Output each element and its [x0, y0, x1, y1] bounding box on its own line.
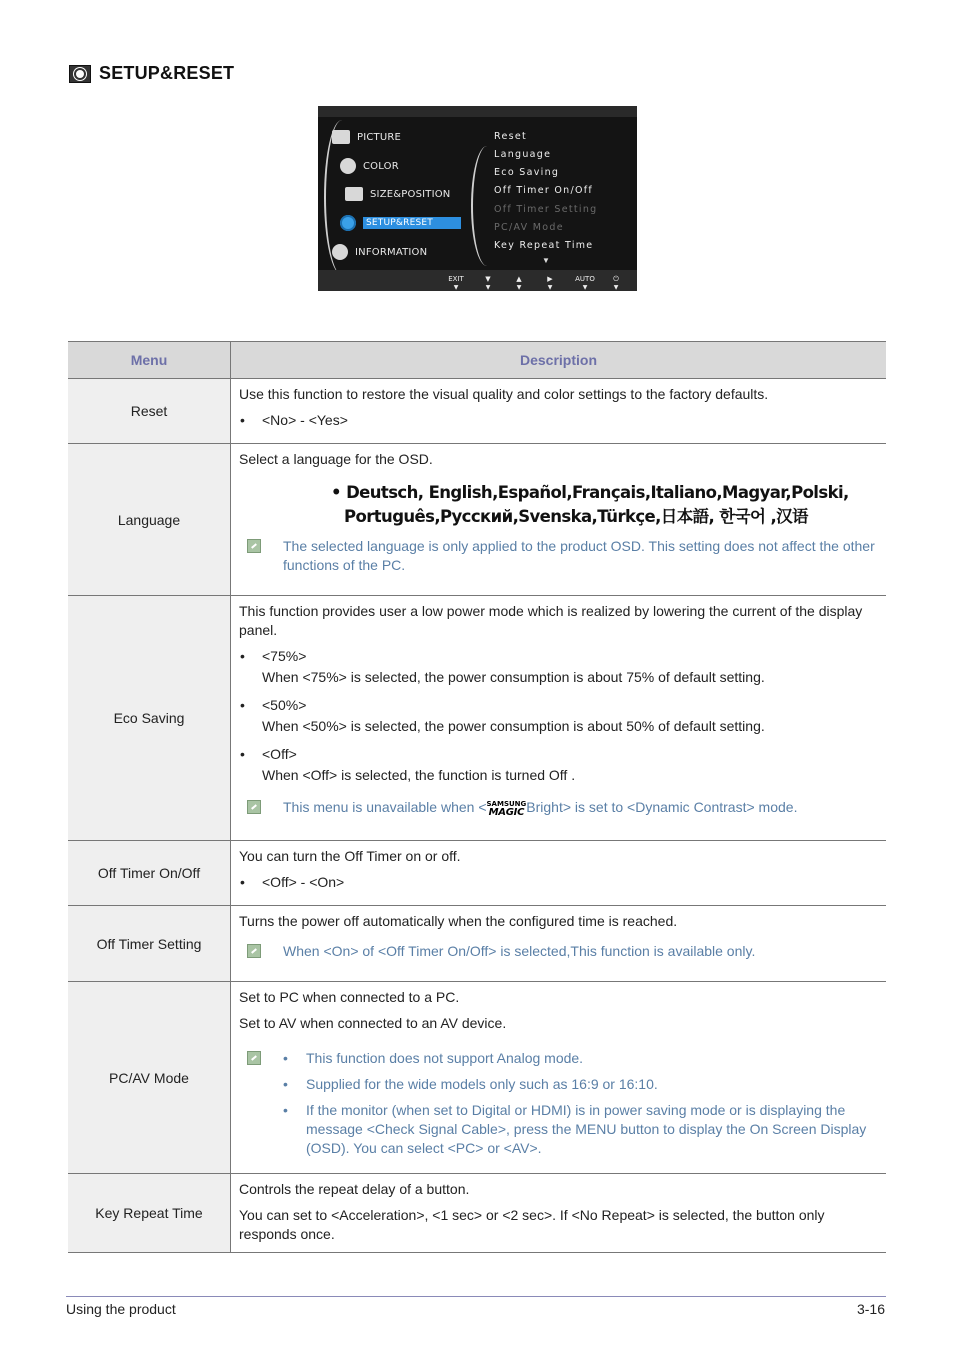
osd-sub-off-timer: Off Timer On/Off — [494, 185, 594, 196]
description-text: You can turn the Off Timer on or off. — [239, 848, 461, 864]
osd-exit-button: EXIT ▼ — [448, 275, 464, 291]
note-list-item: • If the monitor (when set to Digital or HDMI) is in power saving mode or is displaying the message <Check Signal Cable>, press the MENU button to display the On Screen Display (OSD). You can select <PC> or <AV>. — [283, 1102, 867, 1156]
table-row-key-repeat — [68, 1174, 886, 1253]
note: When <On> of <Off Timer On/Off> is selected,This function is available only. — [239, 942, 878, 961]
arrow-up-icon: ▲ — [516, 275, 522, 283]
menu-cell: Key Repeat Time — [68, 1174, 231, 1253]
osd-top-bar — [318, 106, 637, 117]
menu-cell: Reset — [68, 379, 231, 444]
osd-sub-eco-saving: Eco Saving — [494, 167, 560, 178]
note-list-item: • This function does not support Analog mode. — [283, 1050, 584, 1066]
osd-menu-information: INFORMATION — [332, 244, 427, 260]
table-row-eco-saving — [68, 596, 886, 841]
table-header-row — [68, 342, 886, 379]
osd-sub-key-repeat: Key Repeat Time — [494, 240, 594, 251]
description-text: You can set to <Acceleration>, <1 sec> or <2 sec>. If <No Repeat> is selected, the button only responds once. — [239, 1207, 825, 1242]
menu-cell: Eco Saving — [68, 596, 231, 841]
osd-sub-pcav-mode: PC/AV Mode — [494, 222, 564, 233]
list-item: • <Off> - <On> — [240, 874, 345, 890]
gear-icon — [340, 215, 356, 231]
picture-icon — [332, 130, 350, 144]
footer-chapter: Using the product — [66, 1301, 176, 1317]
osd-sub-off-timer-setting: Off Timer Setting — [494, 204, 598, 215]
note-icon — [247, 1051, 261, 1065]
osd-sub-language: Language — [494, 149, 552, 160]
note-icon — [247, 539, 261, 553]
description-text: Set to PC when connected to a PC. — [239, 989, 460, 1005]
size-position-icon — [345, 187, 363, 201]
description-text: Select a language for the OSD. — [239, 451, 433, 467]
note-icon — [247, 800, 261, 814]
table-row-off-timer — [68, 841, 886, 906]
note: The selected language is only applied to the product OSD. This setting does not affect the other functions of the PC. — [239, 537, 878, 575]
menu-cell: Off Timer On/Off — [68, 841, 231, 906]
osd-screenshot — [318, 106, 637, 291]
note-icon — [247, 944, 261, 958]
section-title: SETUP&RESET — [99, 63, 235, 83]
samsung-magic-logo: SAMSUNG MAGIC — [486, 800, 527, 818]
table-row-pcav-mode — [68, 982, 886, 1174]
menu-cell: Off Timer Setting — [68, 906, 231, 982]
description-text: Controls the repeat delay of a button. — [239, 1181, 470, 1197]
header-menu: Menu — [68, 342, 231, 379]
menu-cell: Language — [68, 444, 231, 596]
list-item: • <50%> When <50%> is selected, the power consumption is about 50% of default setting. — [240, 697, 765, 734]
osd-enter-button: ▶ ▼ — [540, 275, 560, 291]
osd-auto-button: AUTO ▼ — [575, 275, 595, 291]
description-text: Set to AV when connected to an AV device. — [239, 1015, 507, 1031]
info-icon — [332, 244, 348, 260]
osd-up-button: ▲ ▼ — [509, 275, 529, 291]
setup-reset-icon — [69, 65, 91, 83]
chevron-down-icon: ▼ — [542, 256, 550, 265]
osd-down-button: ▼ ▼ — [478, 275, 498, 291]
table-row-off-timer-setting — [68, 906, 886, 982]
palette-icon — [340, 158, 356, 174]
page-number: 3-16 — [856, 1301, 885, 1317]
list-item: • <No> - <Yes> — [240, 412, 348, 428]
table-row-reset — [68, 379, 886, 444]
osd-menu-color: COLOR — [340, 158, 399, 174]
osd-menu-size-position: SIZE&POSITION — [345, 187, 450, 201]
description-text: Turns the power off automatically when the configured time is reached. — [239, 913, 678, 929]
list-item: • <75%> When <75%> is selected, the power consumption is about 75% of default setting. — [240, 648, 765, 685]
menu-cell: PC/AV Mode — [68, 982, 231, 1174]
power-icon: ⏻ — [613, 275, 619, 283]
osd-menu-picture: PICTURE — [332, 130, 401, 144]
note: This menu is unavailable when <SAMSUNG MAGIC Bright> is set to <Dynamic Contrast> mode. — [239, 798, 878, 818]
setup-reset-table — [68, 341, 886, 1253]
arrow-down-icon: ▼ — [485, 275, 491, 283]
arrow-right-icon: ▶ — [547, 275, 553, 283]
footer-divider — [66, 1296, 886, 1297]
description-text: This function provides user a low power mode which is realized by lowering the current of the display panel. — [239, 603, 863, 638]
table-row-language — [68, 444, 886, 596]
language-list-image: • Deutsch, English,Español,Français,Italiano,Magyar,Polski, Português,Русский,Svenska,Türkçe,日本語, 한국어 ,汉语 — [331, 483, 849, 526]
osd-menu-setup-reset: SETUP&RESET — [340, 215, 461, 231]
note-list-item: • Supplied for the wide models only such as 16:9 or 16:10. — [283, 1076, 658, 1092]
note — [239, 1049, 878, 1165]
osd-sub-reset: Reset — [494, 131, 528, 142]
section-heading — [69, 63, 234, 84]
description-text: Use this function to restore the visual quality and color settings to the factory defaults. — [239, 386, 769, 402]
header-description: Description — [231, 342, 887, 379]
osd-power-button: ⏻ ▼ — [606, 275, 626, 291]
list-item: • <Off> When <Off> is selected, the function is turned Off . — [240, 746, 576, 783]
